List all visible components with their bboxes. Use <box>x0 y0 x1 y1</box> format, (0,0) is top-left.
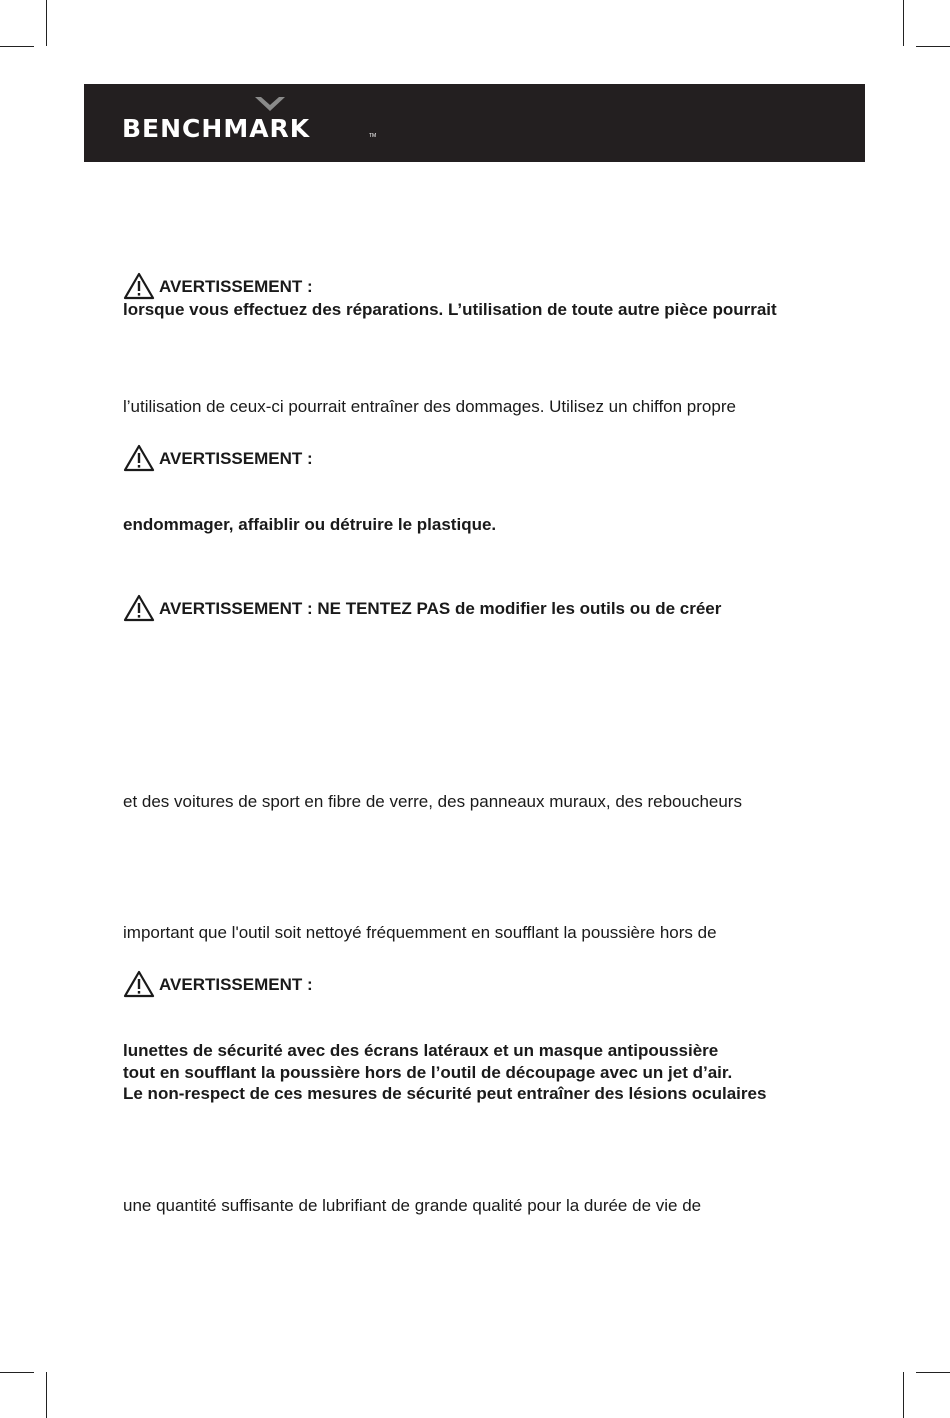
body-text: l’utilisation de ceux-ci pourrait entraîner des dommages. Utilisez un chiffon propre <box>123 397 736 416</box>
warning-text: lunettes de sécurité avec des écrans latéraux et un masque antipoussière <box>123 1041 719 1060</box>
crop-mark <box>916 1372 950 1373</box>
logo-wordmark: BENCHMARK <box>122 114 311 143</box>
warning-triangle-icon <box>123 444 155 472</box>
warning-label-strong: AVERTISSEMENT : NE TENTEZ PAS <box>159 599 451 618</box>
body-text: et des voitures de sport en fibre de verre, des panneaux muraux, des reboucheurs <box>123 792 742 811</box>
trademark-mark: TM <box>369 133 377 139</box>
warning-text: Le non-respect de ces mesures de sécurité peut entraîner des lésions oculaires <box>123 1084 767 1103</box>
warning-text: endommager, affaiblir ou détruire le plastique. <box>123 515 497 534</box>
crop-mark <box>0 46 34 47</box>
warning-label-rest: de modifier les outils ou de créer <box>450 599 722 618</box>
warning-triangle-icon <box>123 272 155 300</box>
warning-label: AVERTISSEMENT : <box>159 975 313 994</box>
crop-mark <box>46 0 47 46</box>
body-text: important que l'outil soit nettoyé fréquemment en soufflant la poussière hors de <box>123 923 717 942</box>
benchmark-logo <box>122 94 392 154</box>
chevron-icon <box>255 97 285 113</box>
warning-triangle-icon <box>123 970 155 998</box>
crop-mark <box>0 1372 34 1373</box>
warning-text: tout en soufflant la poussière hors de l’outil de découpage avec un jet d’air. <box>123 1063 733 1082</box>
crop-mark <box>903 0 904 46</box>
crop-mark <box>903 1372 904 1418</box>
warning-text: lorsque vous effectuez des réparations. L’utilisation de toute autre pièce pourrait <box>123 300 777 319</box>
crop-mark <box>916 46 950 47</box>
brand-header <box>84 84 865 162</box>
warning-label <box>159 599 721 619</box>
warning-triangle-icon <box>123 594 155 622</box>
crop-mark <box>46 1372 47 1418</box>
warning-label: AVERTISSEMENT : <box>159 449 313 468</box>
body-text: une quantité suffisante de lubrifiant de grande qualité pour la durée de vie de <box>123 1196 702 1215</box>
warning-label: AVERTISSEMENT : <box>159 277 313 296</box>
